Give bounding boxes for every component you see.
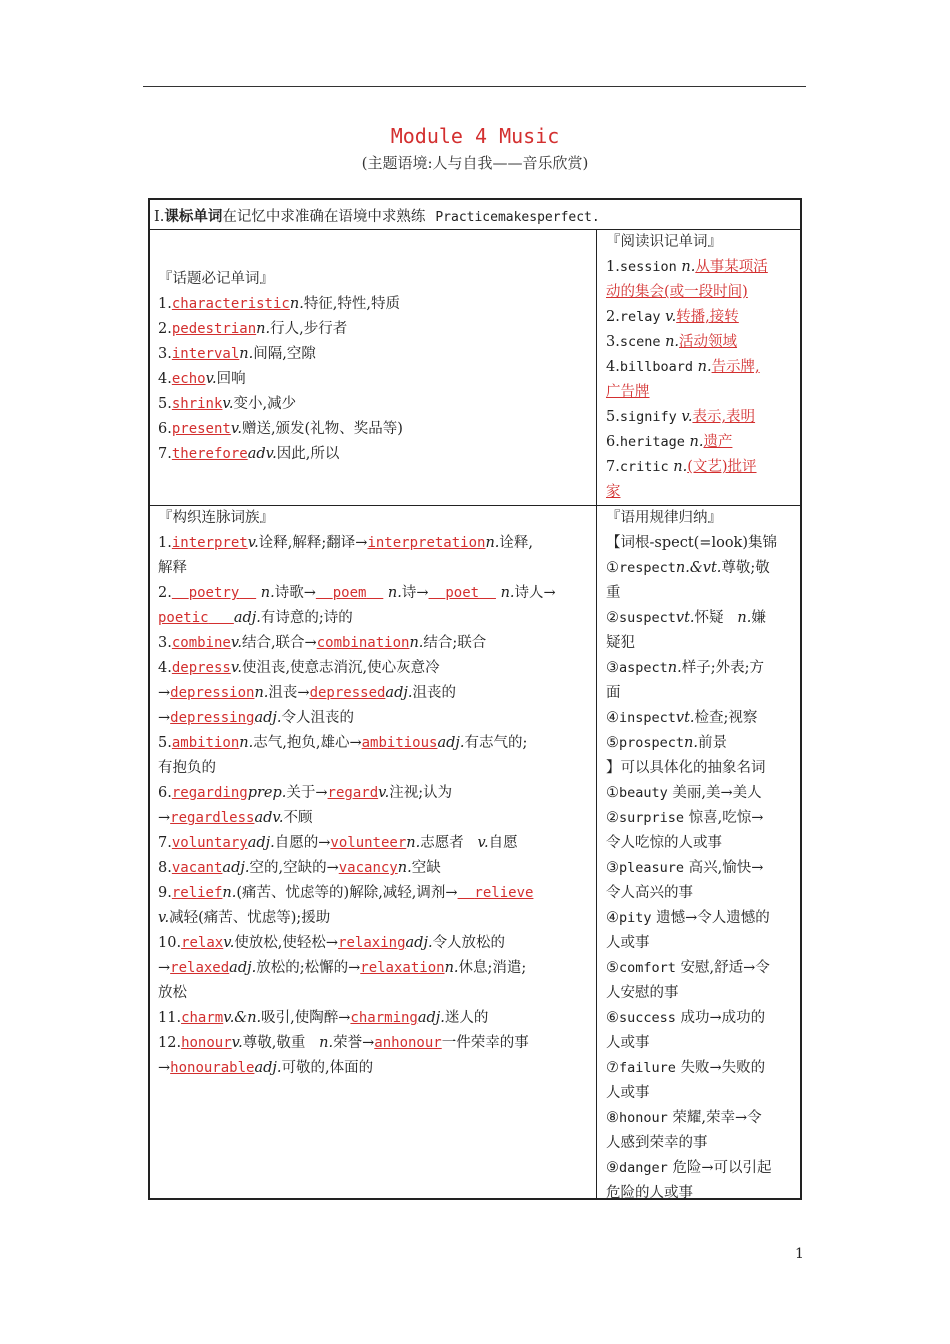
family-item: 3.combinev.结合,联合→combinationn.结合;联合 (158, 635, 487, 651)
usage-item: ⑨danger 危险→可以引起 (606, 1160, 772, 1176)
reading-item: 7.critic n.(文艺)批评 (606, 459, 757, 475)
usage-item: ⑧honour 荣耀,荣幸→令 (606, 1110, 762, 1126)
usage-item: ④inspectvt.检查;视察 (606, 710, 758, 726)
reading-item: 4.billboard n.告示牌, (606, 359, 760, 375)
vocab-table (148, 198, 802, 1200)
usage-item: ③aspectn.样子;外表;方 (606, 660, 765, 676)
family-heading: 『构织连脉词族』 (158, 510, 274, 526)
topic-item: 1.characteristicn.特征,特性,特质 (158, 296, 401, 312)
usage-group-title: 】可以具体化的抽象名词 (606, 760, 766, 776)
top-rule (143, 86, 806, 87)
reading-heading: 『阅读识记单词』 (606, 234, 722, 250)
family-item: 11.charmv.&n.吸引,使陶醉→charmingadj.迷人的 (158, 1010, 489, 1026)
family-item: 10.relaxv.使放松,使轻松→relaxingadj.令人放松的 (158, 935, 506, 951)
family-item: 1.interpretv.诠释,解释;翻译→interpretationn.诠释, (158, 535, 534, 551)
family-item: 5.ambitionn.志气,抱负,雄心→ambitiousadj.有志气的; (158, 735, 528, 751)
usage-group-title: 【词根-spect(=look)集锦 (606, 535, 777, 551)
usage-item: ⑥success 成功→成功的 (606, 1010, 766, 1026)
topic-item: 2.pedestriann.行人,步行者 (158, 321, 348, 337)
usage-item: ⑦failure 失败→失败的 (606, 1060, 766, 1076)
family-item: 2. poetry n.诗歌→ poem n.诗→ poet n.诗人→ (158, 585, 556, 601)
usage-item: ⑤comfort 安慰,舒适→令 (606, 960, 770, 976)
topic-heading: 『话题必记单词』 (158, 271, 274, 287)
reading-item: 2.relay v.转播,接转 (606, 309, 739, 325)
usage-rules: 『语用规律归纳』 【词根-spect(=look)集锦 ①respectn.&vt.尊敬;敬 重 ②suspectvt.怀疑 n.嫌 疑犯 ③aspectn.样子;外表;方 面 ④inspectvt.检查;视察 ⑤prospectn.前景 】可以具体化的抽象名词 ①beauty 美丽,美→美人 ②surprise 惊喜,吃惊→ 令人吃惊的人或事 ③pleasure 高兴,愉快→ 令人高兴的事 ④pity 遗憾→令人遗憾的 人或事 ⑤comfort 安慰,舒适→令 人安慰的事 ⑥success 成功→成功的 人或事 ⑦failure 失败→失败的 人或事 ⑧honour 荣耀,荣幸→令 人感到荣幸的事 ⑨danger 危险→可以引起 危险的人或事 (606, 506, 798, 1206)
usage-item: ①respectn.&vt.尊敬;敬 (606, 560, 770, 576)
reading-item: 6.heritage n.遗产 (606, 434, 733, 450)
reading-item: 1.session n.从事某项活 (606, 259, 768, 275)
section-motto: Practicemakesperfect. (435, 210, 600, 225)
topic-item: 4.echov.回响 (158, 371, 246, 387)
word-family: 『构织连脉词族』 1.interpretv.诠释,解释;翻译→interpretationn.诠释, 解释 2. poetry n.诗歌→ poem n.诗→ poet n.诗人→ poetic adj.有诗意的;诗的 3.combinev.结合,联合→combinationn.结合;联合 4.depressv.使沮丧,使意志消沉,使心灰意冷 →depressionn.沮丧→depressedadj.沮丧的 →depressingadj.令人沮丧的 5.ambitionn.志气,抱负,雄心→ambitiousadj.有志气的; 有抱负的 6.regardingprep.关于→regardv.注视;认为 →regardlessadv.不顾 7.voluntaryadj.自愿的→volunteern.志愿者 v.自愿 8.vacantadj.空的,空缺的→vacancyn.空缺 9.reliefn.(痛苦、忧虑等的)解除,减轻,调剂→ relieve v.减轻(痛苦、忧虑等);援助 10.relaxv.使放松,使轻松→relaxingadj.令人放松的 →relaxedadj.放松的;松懈的→relaxationn.休息;消遣; 放松 11.charmv.&n.吸引,使陶醉→charmingadj.迷人的 12.honourv.尊敬,敬重 n.荣誉→anhonour一件荣幸的事 →honourableadj.可敬的,体面的 (158, 506, 590, 1081)
topic-words (158, 267, 590, 467)
reading-item: 3.scene n.活动领域 (606, 334, 738, 350)
section-desc: 在记忆中求准确在语境中求熟练 (222, 209, 426, 225)
column-divider (596, 230, 597, 1198)
usage-item: ②suspectvt.怀疑 n.嫌 (606, 610, 766, 626)
page-title: Module 4 Music (390, 124, 560, 148)
topic-item: 6.presentv.赠送,颁发(礼物、奖品等) (158, 421, 403, 437)
section-header (154, 205, 600, 226)
page-subtitle: (主题语境:人与自我——音乐欣赏) (361, 154, 589, 172)
family-item: 12.honourv.尊敬,敬重 n.荣誉→anhonour一件荣幸的事 (158, 1035, 529, 1051)
usage-item: ②surprise 惊喜,吃惊→ (606, 810, 764, 826)
family-item: 8.vacantadj.空的,空缺的→vacancyn.空缺 (158, 860, 441, 876)
topic-item: 3.intervaln.间隔,空隙 (158, 346, 316, 362)
section-roman: Ⅰ. (154, 209, 165, 225)
topic-item: 5.shrinkv.变小,减少 (158, 396, 297, 412)
usage-item: ④pity 遗憾→令人遗憾的 (606, 910, 770, 926)
usage-item: ③pleasure 高兴,愉快→ (606, 860, 764, 876)
family-item: 9.reliefn.(痛苦、忧虑等的)解除,减轻,调剂→ relieve (158, 885, 534, 901)
usage-item: ⑤prospectn.前景 (606, 735, 727, 751)
reading-words: 『阅读识记单词』 1.session n.从事某项活 动的集会(或一段时间) 2.relay v.转播,接转 3.scene n.活动领域 4.billboard n.告示牌, 广告牌 5.signify v.表示,表明 6.heritage n.遗产 7.critic n.(文艺)批评 家 (606, 230, 798, 505)
family-item: 7.voluntaryadj.自愿的→volunteern.志愿者 v.自愿 (158, 835, 518, 851)
usage-heading: 『语用规律归纳』 (606, 510, 722, 526)
topic-item: 7.thereforeadv.因此,所以 (158, 446, 340, 462)
family-item: 6.regardingprep.关于→regardv.注视;认为 (158, 785, 453, 801)
page-number: 1 (795, 1246, 804, 1262)
reading-item: 5.signify v.表示,表明 (606, 409, 756, 425)
family-item: 4.depressv.使沮丧,使意志消沉,使心灰意冷 (158, 660, 440, 676)
usage-item: ①beauty 美丽,美→美人 (606, 785, 762, 801)
section-label: 课标单词 (164, 208, 223, 225)
